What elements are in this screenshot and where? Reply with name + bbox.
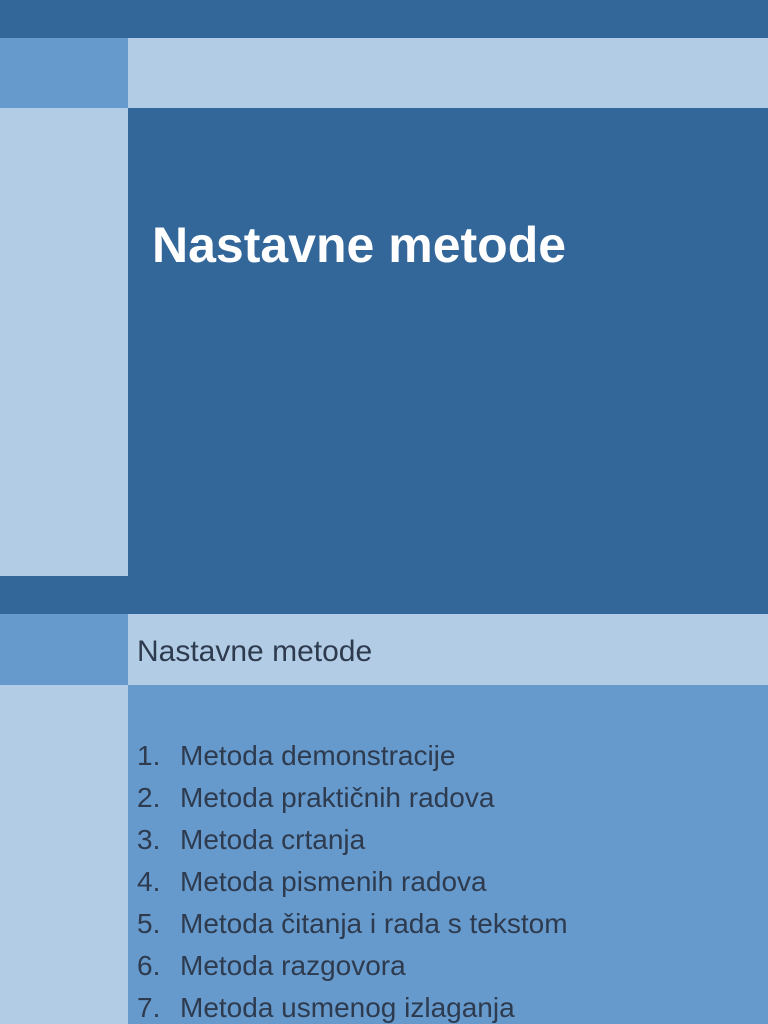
list-item-number: 4. bbox=[137, 866, 161, 897]
list-item bbox=[137, 777, 568, 819]
list-item-number: 1. bbox=[137, 740, 161, 771]
slide2-corner-block bbox=[0, 614, 128, 685]
slide1-corner-block bbox=[0, 38, 128, 108]
method-list bbox=[137, 735, 568, 1024]
slide1-header-band bbox=[128, 38, 768, 108]
list-item-number: 7. bbox=[137, 992, 161, 1023]
list-item-text: Metoda praktičnih radova bbox=[180, 782, 495, 813]
list-item-text: Metoda pismenih radova bbox=[180, 866, 487, 897]
list-item-text: Metoda crtanja bbox=[180, 824, 366, 855]
list-item bbox=[137, 987, 568, 1024]
list-item-text: Metoda čitanja i rada s tekstom bbox=[180, 908, 568, 939]
list-item bbox=[137, 945, 568, 987]
slide1-left-column bbox=[0, 108, 128, 576]
slide2-left-column bbox=[0, 685, 128, 1024]
slide1-title: Nastavne metode bbox=[152, 217, 567, 273]
slide1-top-bar bbox=[0, 0, 768, 38]
list-item-number: 2. bbox=[137, 782, 161, 813]
list-item-text: Metoda usmenog izlaganja bbox=[180, 992, 515, 1023]
slide1-main-panel bbox=[128, 108, 768, 576]
list-item bbox=[137, 861, 568, 903]
list-item bbox=[137, 819, 568, 861]
list-item-text: Metoda demonstracije bbox=[180, 740, 456, 771]
list-item-number: 5. bbox=[137, 908, 161, 939]
list-item-number: 6. bbox=[137, 950, 161, 981]
list-item bbox=[137, 735, 568, 777]
list-item-text: Metoda razgovora bbox=[180, 950, 406, 981]
list-item-number: 3. bbox=[137, 824, 161, 855]
slide2-title: Nastavne metode bbox=[137, 635, 373, 668]
slide-divider bbox=[0, 576, 768, 614]
list-item bbox=[137, 903, 568, 945]
